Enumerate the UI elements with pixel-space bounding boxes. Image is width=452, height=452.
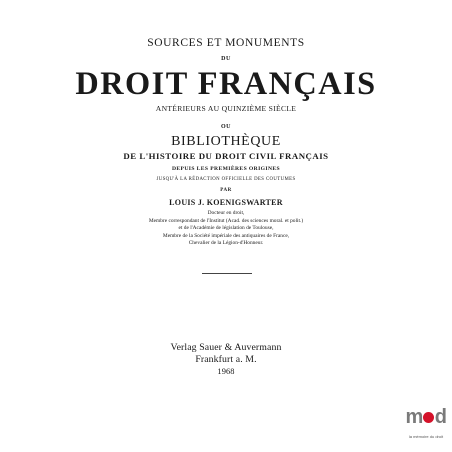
connector-du: DU <box>221 56 231 62</box>
publication-year: 1968 <box>217 367 235 376</box>
author-credential: Chevalier de la Légion-d'Honneur. <box>188 240 264 246</box>
alt-title: BIBLIOTHÈQUE <box>171 134 281 149</box>
series-title: SOURCES ET MONUMENTS <box>147 37 305 49</box>
author-credential: Docteur en droit, <box>207 210 245 216</box>
author-name: LOUIS J. KOENIGSWARTER <box>169 198 283 207</box>
publication-place: Frankfurt a. M. <box>195 354 257 365</box>
period-line-2: JUSQU'À LA RÉDACTION OFFICIELLE DES COUTUMES <box>156 177 296 182</box>
mod-logo <box>404 404 448 448</box>
author-credential: Membre correspondant de l'Institut (Acad. des sciences moral. et polit.) <box>148 217 304 224</box>
connector-ou: OU <box>221 124 231 130</box>
connector-par: PAR <box>220 188 232 193</box>
author-credential: et de l'Académie de législation de Toulouse, <box>178 225 274 231</box>
alt-subtitle: DE L'HISTOIRE DU DROIT CIVIL FRANÇAIS <box>123 151 329 161</box>
divider-rule <box>202 273 252 274</box>
period-line-1: DEPUIS LES PREMIÈRES ORIGINES <box>171 166 281 172</box>
author-credential: Membre de la Société impériale des antiquaires de France, <box>162 232 290 239</box>
title-subline: ANTÉRIEURS AU QUINZIÈME SIÈCLE <box>155 104 297 113</box>
logo-tagline: la mémoire du droit <box>408 434 444 439</box>
logo-wordmark: m d <box>405 406 447 428</box>
logo-red-dot <box>423 412 434 423</box>
publisher-name: Verlag Sauer & Auvermann <box>170 342 282 353</box>
main-title: DROIT FRANÇAIS <box>75 66 377 102</box>
